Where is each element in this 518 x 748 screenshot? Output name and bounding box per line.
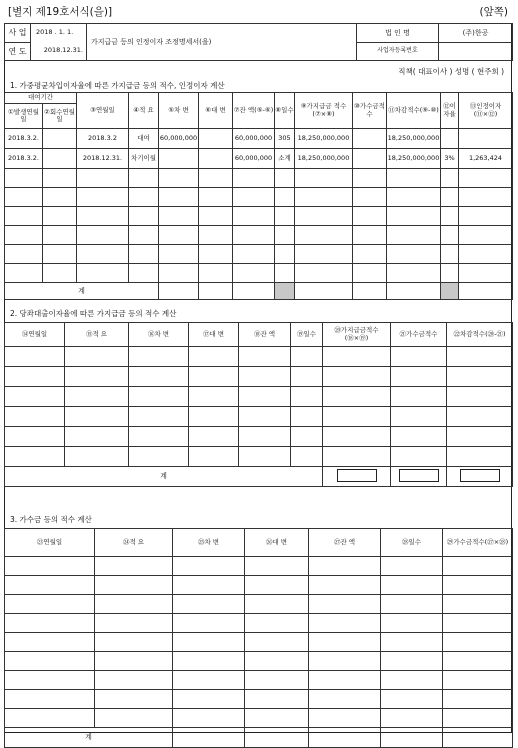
table-row — [5, 129, 513, 149]
col-desc: ④적 요 — [129, 93, 159, 129]
cell — [43, 129, 77, 149]
table-row — [5, 557, 513, 576]
corp-name-value: (주)한공 — [439, 24, 513, 43]
col-debit: ⑯차 변 — [129, 323, 189, 347]
col-credit: ⑰대 변 — [189, 323, 239, 347]
table-row — [5, 149, 513, 169]
cell: 2018.3.2. — [5, 149, 43, 169]
table-row — [5, 367, 513, 387]
col-rate: ⑫이자율 — [441, 93, 459, 129]
section1-title: 1. 가중평균차입이자율에 따른 가지급금 등의 적수, 인정이자 계산 — [10, 81, 225, 90]
col-days: ⑲일수 — [291, 323, 323, 347]
section2-total-row — [5, 467, 513, 487]
section2-table — [4, 322, 513, 487]
table-row — [5, 690, 513, 709]
section1-total-row — [5, 283, 513, 300]
cell — [353, 149, 387, 169]
period-start: 2018 . 1. 1. — [31, 24, 87, 43]
loan-period-header: 대여기간 — [5, 93, 77, 104]
total-box — [460, 469, 500, 482]
cell: 소계 — [275, 149, 295, 169]
section1-total-label: 계 — [5, 283, 159, 300]
table-row — [5, 652, 513, 671]
table-row — [5, 347, 513, 367]
section1-table — [4, 92, 513, 300]
col-advance-sum: ⑳가지급금적수(⑱×⑲) — [323, 323, 391, 347]
cell: 2018.12.31. — [77, 149, 129, 169]
form-title: 가지급금 등의 인정이자 조정명세서(을) — [87, 24, 357, 61]
col-days: ㉘일수 — [381, 529, 443, 557]
col-balance: ㉗잔 액 — [309, 529, 381, 557]
col-days: ⑧일수 — [275, 93, 295, 129]
cell: 60,000,000 — [233, 129, 275, 149]
cell — [159, 149, 199, 169]
cell: 2018.3.2 — [77, 129, 129, 149]
col-advance-sum: ⑨가지급금 적수(⑦×⑧) — [295, 93, 353, 129]
subject-line: 직책( 대표이사 ) 성명 ( 현주희 ) — [398, 67, 504, 76]
form-header — [4, 23, 513, 61]
col-net-sum: ⑪차감적수(⑨-⑩) — [387, 93, 441, 129]
table-row — [5, 427, 513, 447]
col-balance: ⑦잔 액(⑤-⑥) — [233, 93, 275, 129]
col-collect-date: ②회수연월일 — [43, 104, 77, 129]
cell — [43, 149, 77, 169]
cell — [353, 129, 387, 149]
table-row — [5, 614, 513, 633]
table-row — [5, 245, 513, 264]
table-row — [5, 207, 513, 226]
table-row — [5, 387, 513, 407]
col-deposit-sum: ㉑가수금적수 — [391, 323, 447, 347]
cell — [459, 129, 513, 149]
table-row — [5, 447, 513, 467]
section3-table — [4, 528, 513, 748]
cell: 차기이월 — [129, 149, 159, 169]
table-row — [5, 576, 513, 595]
table-row — [5, 169, 513, 188]
col-net-sum: ㉒차감적수(⑳-㉑) — [447, 323, 513, 347]
section2-title: 2. 당좌대출이자율에 따른 가지급금 등의 적수 계산 — [10, 309, 177, 318]
col-desc: ㉔적 요 — [95, 529, 173, 557]
col-credit: ⑥대 변 — [199, 93, 233, 129]
section2-total-label: 계 — [5, 467, 323, 487]
table-row — [5, 264, 513, 283]
cell: 18,250,000,000 — [387, 149, 441, 169]
cell: 18,250,000,000 — [295, 149, 353, 169]
col-date: ⑭연월일 — [5, 323, 65, 347]
table-row — [5, 633, 513, 652]
col-date: ③연월일 — [77, 93, 129, 129]
total-box — [399, 469, 439, 482]
cell: 3% — [441, 149, 459, 169]
corp-name-label: 법 인 명 — [357, 24, 439, 43]
cell: 18,250,000,000 — [387, 129, 441, 149]
period-end: 2018.12.31. — [31, 42, 87, 61]
table-row — [5, 226, 513, 245]
cell — [199, 129, 233, 149]
cell: 2018.3.2. — [5, 129, 43, 149]
cell: 305 — [275, 129, 295, 149]
biz-reg-label: 사업자등록번호 — [357, 42, 439, 61]
col-debit: ㉕차 변 — [173, 529, 245, 557]
section3-title: 3. 가수금 등의 적수 계산 — [10, 515, 92, 524]
table-row — [5, 595, 513, 614]
table-row — [5, 671, 513, 690]
table-row — [5, 188, 513, 207]
cell: 60,000,000 — [159, 129, 199, 149]
col-desc: ⑮적 요 — [65, 323, 129, 347]
col-debit: ⑤차 변 — [159, 93, 199, 129]
col-credit: ㉖대 변 — [245, 529, 309, 557]
col-date: ㉓연월일 — [5, 529, 95, 557]
page-side-label: (앞쪽) — [479, 6, 508, 18]
biz-reg-value — [439, 42, 513, 61]
table-row — [5, 709, 513, 728]
form-code: [별지 제19호서식(을)] — [8, 6, 113, 18]
section3-total-label: 계 — [5, 728, 173, 748]
col-deposit-sum: ⑩가수금적수 — [353, 93, 387, 129]
section3-total-row — [5, 728, 513, 748]
biz-year-label: 사 업 — [5, 24, 31, 43]
cell — [199, 149, 233, 169]
cell: 1,263,424 — [459, 149, 513, 169]
cell: 18,250,000,000 — [295, 129, 353, 149]
table-row — [5, 407, 513, 427]
biz-year-label-2: 연 도 — [5, 42, 31, 61]
col-issue-date: ①발생연월일 — [5, 104, 43, 129]
cell: 60,000,000 — [233, 149, 275, 169]
cell: 대여 — [129, 129, 159, 149]
cell — [441, 129, 459, 149]
col-deposit-sum: ㉙가수금적수(㉗×㉘) — [443, 529, 513, 557]
total-box — [337, 469, 377, 482]
col-interest: ⑬인정이자(⑪×⑫) — [459, 93, 513, 129]
col-balance: ⑱잔 액 — [239, 323, 291, 347]
